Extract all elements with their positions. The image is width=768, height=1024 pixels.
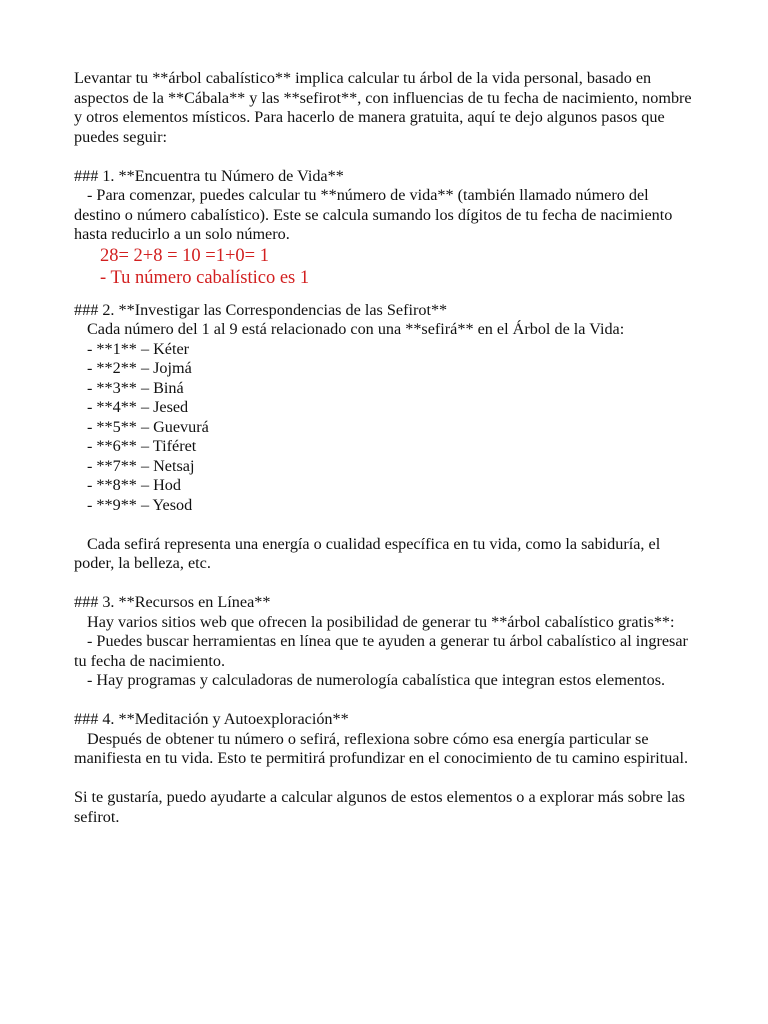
section4-body-text: Después de obtener tu número o sefirá, reflexiona sobre cómo esa energía particular se manifiesta en tu vida. Esto te permitirá profundizar en el conocimiento de tu camino espiritual. [74, 729, 689, 767]
list-item: - **8** – Hod [87, 476, 181, 494]
section4-heading: ### 4. **Meditación y Autoexploración** [74, 710, 349, 728]
closing-paragraph: Si te gustaría, puedo ayudarte a calcular algunos de estos elementos o a explorar más sobre las sefirot. [74, 788, 685, 826]
spacer [74, 769, 699, 789]
document-page [74, 69, 699, 827]
spacer [74, 691, 699, 711]
list-item: - **6** – Tiféret [87, 437, 197, 455]
section3-heading: ### 3. **Recursos en Línea** [74, 593, 271, 611]
section3-intro-text: Hay varios sitios web que ofrecen la posibilidad de generar tu **árbol cabalístico gratis**: [87, 612, 675, 631]
result-line: - Tu número cabalístico es 1 [100, 267, 310, 288]
spacer [74, 574, 699, 594]
section1-heading: ### 1. **Encuentra tu Número de Vida** [74, 166, 344, 185]
section2-outro [74, 535, 699, 574]
section4-body [74, 730, 699, 769]
section2-intro [74, 320, 699, 340]
spacer [74, 289, 699, 301]
section3-bullet2 [74, 671, 699, 691]
section3-bullet1 [74, 632, 699, 671]
spacer [74, 515, 699, 535]
section3-bullet1-text: - Puedes buscar herramientas en línea que te ayuden a generar tu árbol cabalístico al ingresar tu fecha de nacimiento. [74, 632, 688, 670]
section1-body-text: - Para comenzar, puedes calcular tu **número de vida** (también llamado número del destino o número cabalístico). Este se calcula sumando los dígitos de tu fecha de nacimiento hasta reducirlo a un solo número. [74, 186, 673, 243]
list-item: - **3** – Biná [87, 378, 184, 397]
list-item: - **2** – Jojmá [87, 359, 192, 377]
section3-intro [74, 613, 699, 633]
list-item: - **7** – Netsaj [87, 456, 195, 475]
list-item: - **5** – Guevurá [87, 417, 209, 436]
list-item: - **1** – Kéter [87, 339, 190, 358]
spacer [74, 147, 699, 167]
section2-outro-text: Cada sefirá representa una energía o cualidad específica en tu vida, como la sabiduría, el poder, la belleza, etc. [74, 534, 661, 572]
section2-intro-text: Cada número del 1 al 9 está relacionado con una **sefirá** en el Árbol de la Vida: [87, 320, 625, 338]
list-item: - **9** – Yesod [87, 495, 193, 514]
intro-paragraph: Levantar tu **árbol cabalístico** implica calcular tu árbol de la vida personal, basado en aspectos de la **Cábala** y las **sefirot**, con influencias de tu fecha de nacimiento, nombre y otros elementos místicos. Para hacerlo de manera gratuita, aquí te dejo algunos pasos que puedes seguir: [74, 69, 692, 146]
section2-heading: ### 2. **Investigar las Correspondencias de las Sefirot** [74, 300, 448, 319]
calculation-line: 28= 2+8 = 10 =1+0= 1 [100, 245, 269, 266]
section1-body [74, 186, 699, 245]
list-item: - **4** – Jesed [87, 398, 189, 416]
section3-bullet2-text: - Hay programas y calculadoras de numerología cabalística que integran estos elementos. [87, 671, 666, 689]
